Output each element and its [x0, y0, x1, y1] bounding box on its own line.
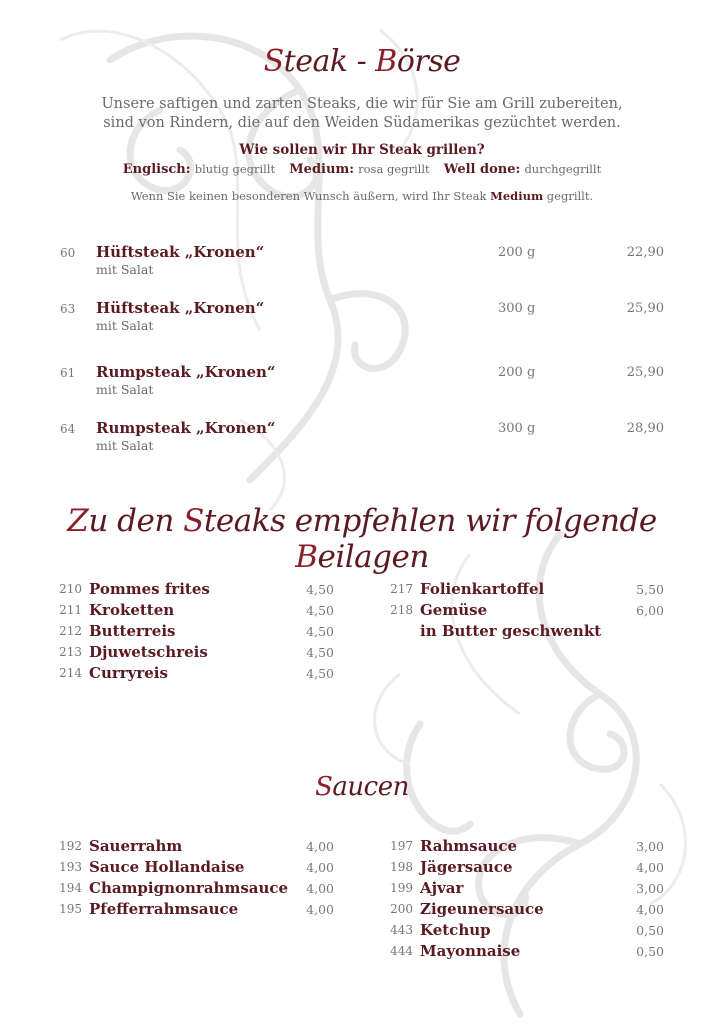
item-name: Sauerrahm [89, 837, 183, 855]
doneness-label: Well done: [443, 162, 521, 177]
item-description: mit Salat [96, 318, 154, 333]
item-price: 0,50 [636, 944, 664, 959]
item-name: Champignonrahmsauce [89, 879, 289, 897]
item-name: Curryreis [89, 664, 168, 682]
doneness-value: durchgegrillt [524, 162, 602, 176]
item-name: Jägersauce [420, 858, 513, 876]
item-price: 6,00 [636, 603, 664, 618]
side-item [56, 643, 336, 664]
item-weight: 300 g [498, 301, 536, 316]
item-price: 22,90 [626, 245, 664, 260]
item-price: 4,00 [636, 860, 664, 875]
side-item [387, 580, 667, 601]
item-name: Folienkartoffel [420, 580, 545, 598]
item-number: 60 [60, 246, 76, 260]
side-item [56, 601, 336, 622]
item-number: 217 [390, 582, 413, 596]
item-name: Rahmsauce [420, 837, 518, 855]
item-name: Hüftsteak „Kronen“ [96, 299, 265, 317]
heading-initial: S [315, 772, 333, 802]
item-price: 4,00 [306, 881, 334, 896]
sauce-item [56, 837, 336, 858]
note-bold: Medium [490, 189, 544, 203]
grill-question: Wie sollen wir Ihr Steak grillen? [239, 142, 485, 158]
item-description: mit Salat [96, 438, 154, 453]
side-item [56, 580, 336, 601]
item-description: mit Salat [96, 262, 154, 277]
item-weight: 300 g [498, 421, 536, 436]
steak-item [0, 363, 724, 403]
note-text: gegrillt. [546, 189, 594, 203]
doneness-value: rosa gegrillt [358, 162, 430, 176]
item-name: Butterreis [89, 622, 176, 640]
item-number: 193 [59, 860, 82, 874]
default-doneness-note [0, 189, 724, 203]
item-price: 25,90 [626, 365, 664, 380]
item-number: 64 [60, 422, 76, 436]
item-weight: 200 g [498, 245, 536, 260]
heading-text: teaks empfehlen wir folgende [203, 503, 657, 539]
item-number: 200 [390, 902, 413, 916]
item-number: 210 [59, 582, 82, 596]
item-number: 212 [59, 624, 82, 638]
item-price: 4,50 [306, 582, 334, 597]
sauces-heading [0, 772, 724, 802]
item-price: 4,00 [306, 902, 334, 917]
sauce-item [387, 837, 667, 858]
item-price: 28,90 [626, 421, 664, 436]
item-name: Kroketten [89, 601, 175, 619]
title-initial-s: S [263, 44, 284, 79]
heading-text: u den [88, 503, 184, 539]
item-description: mit Salat [96, 382, 154, 397]
heading-text: aucen [332, 772, 409, 802]
sides-heading [0, 503, 724, 575]
item-name: Rumpsteak „Kronen“ [96, 363, 276, 381]
sauce-item [387, 921, 667, 942]
heading-initial: S [183, 503, 204, 539]
item-price: 25,90 [626, 301, 664, 316]
item-price: 5,50 [636, 582, 664, 597]
item-price: 4,50 [306, 666, 334, 681]
item-number: 195 [59, 902, 82, 916]
item-name: Rumpsteak „Kronen“ [96, 419, 276, 437]
sauce-item [387, 879, 667, 900]
item-name: Djuwetschreis [89, 643, 208, 661]
item-name: Zigeunersauce [420, 900, 544, 918]
sauce-item [56, 858, 336, 879]
item-number: 211 [59, 603, 82, 617]
item-name: Pfefferrahmsauce [89, 900, 239, 918]
sauce-item [56, 879, 336, 900]
item-number: 192 [59, 839, 82, 853]
title-text-1: teak - [283, 44, 376, 79]
item-price: 4,50 [306, 645, 334, 660]
doneness-label: Englisch: [122, 162, 191, 177]
doneness-value: blutig gegrillt [194, 162, 276, 176]
heading-text: eilagen [317, 539, 429, 575]
sauce-item [387, 858, 667, 879]
side-item [56, 622, 336, 643]
side-item-continuation [387, 622, 667, 643]
item-price: 3,00 [636, 881, 664, 896]
item-price: 4,00 [636, 902, 664, 917]
heading-initial: B [295, 539, 318, 575]
side-item [56, 664, 336, 685]
item-number: 214 [59, 666, 82, 680]
item-number: 199 [390, 881, 413, 895]
side-item [387, 601, 667, 622]
item-name: Sauce Hollandaise [89, 858, 245, 876]
item-name: Mayonnaise [420, 942, 521, 960]
item-name: Ajvar [420, 879, 464, 897]
item-weight: 200 g [498, 365, 536, 380]
item-number: 444 [390, 944, 413, 958]
doneness-label: Medium: [289, 162, 354, 177]
sauce-item [387, 900, 667, 921]
item-name: Ketchup [420, 921, 491, 939]
note-text: Wenn Sie keinen besonderen Wunsch äußern, wird Ihr Steak [130, 189, 487, 203]
heading-initial: Z [67, 503, 89, 539]
title-text-2: örse [396, 44, 461, 79]
item-number: 63 [60, 302, 76, 316]
item-price: 4,00 [306, 860, 334, 875]
sauce-item [387, 942, 667, 963]
steak-item [0, 299, 724, 339]
page-title [0, 44, 724, 79]
item-number: 197 [390, 839, 413, 853]
item-price: 4,50 [306, 624, 334, 639]
item-price: 4,00 [306, 839, 334, 854]
item-price: 4,50 [306, 603, 334, 618]
item-name: Pommes frites [89, 580, 210, 598]
item-number: 443 [390, 923, 413, 937]
item-name: Gemüse [420, 601, 488, 619]
sauce-item [56, 900, 336, 921]
intro-line-1: Unsere saftigen und zarten Steaks, die wir für Sie am Grill zubereiten, [101, 96, 623, 112]
title-initial-b: B [375, 44, 397, 79]
intro-text [0, 95, 724, 133]
item-number: 213 [59, 645, 82, 659]
item-number: 198 [390, 860, 413, 874]
item-number: 218 [390, 603, 413, 617]
item-number: 194 [59, 881, 82, 895]
doneness-options [0, 162, 724, 177]
item-price: 3,00 [636, 839, 664, 854]
steak-item [0, 419, 724, 459]
item-number: 61 [60, 366, 76, 380]
item-name: Hüftsteak „Kronen“ [96, 243, 265, 261]
item-price: 0,50 [636, 923, 664, 938]
steak-item [0, 243, 724, 283]
intro-line-2: sind von Rindern, die auf den Weiden Südamerikas gezüchtet werden. [103, 115, 621, 131]
item-name: in Butter geschwenkt [420, 622, 602, 640]
